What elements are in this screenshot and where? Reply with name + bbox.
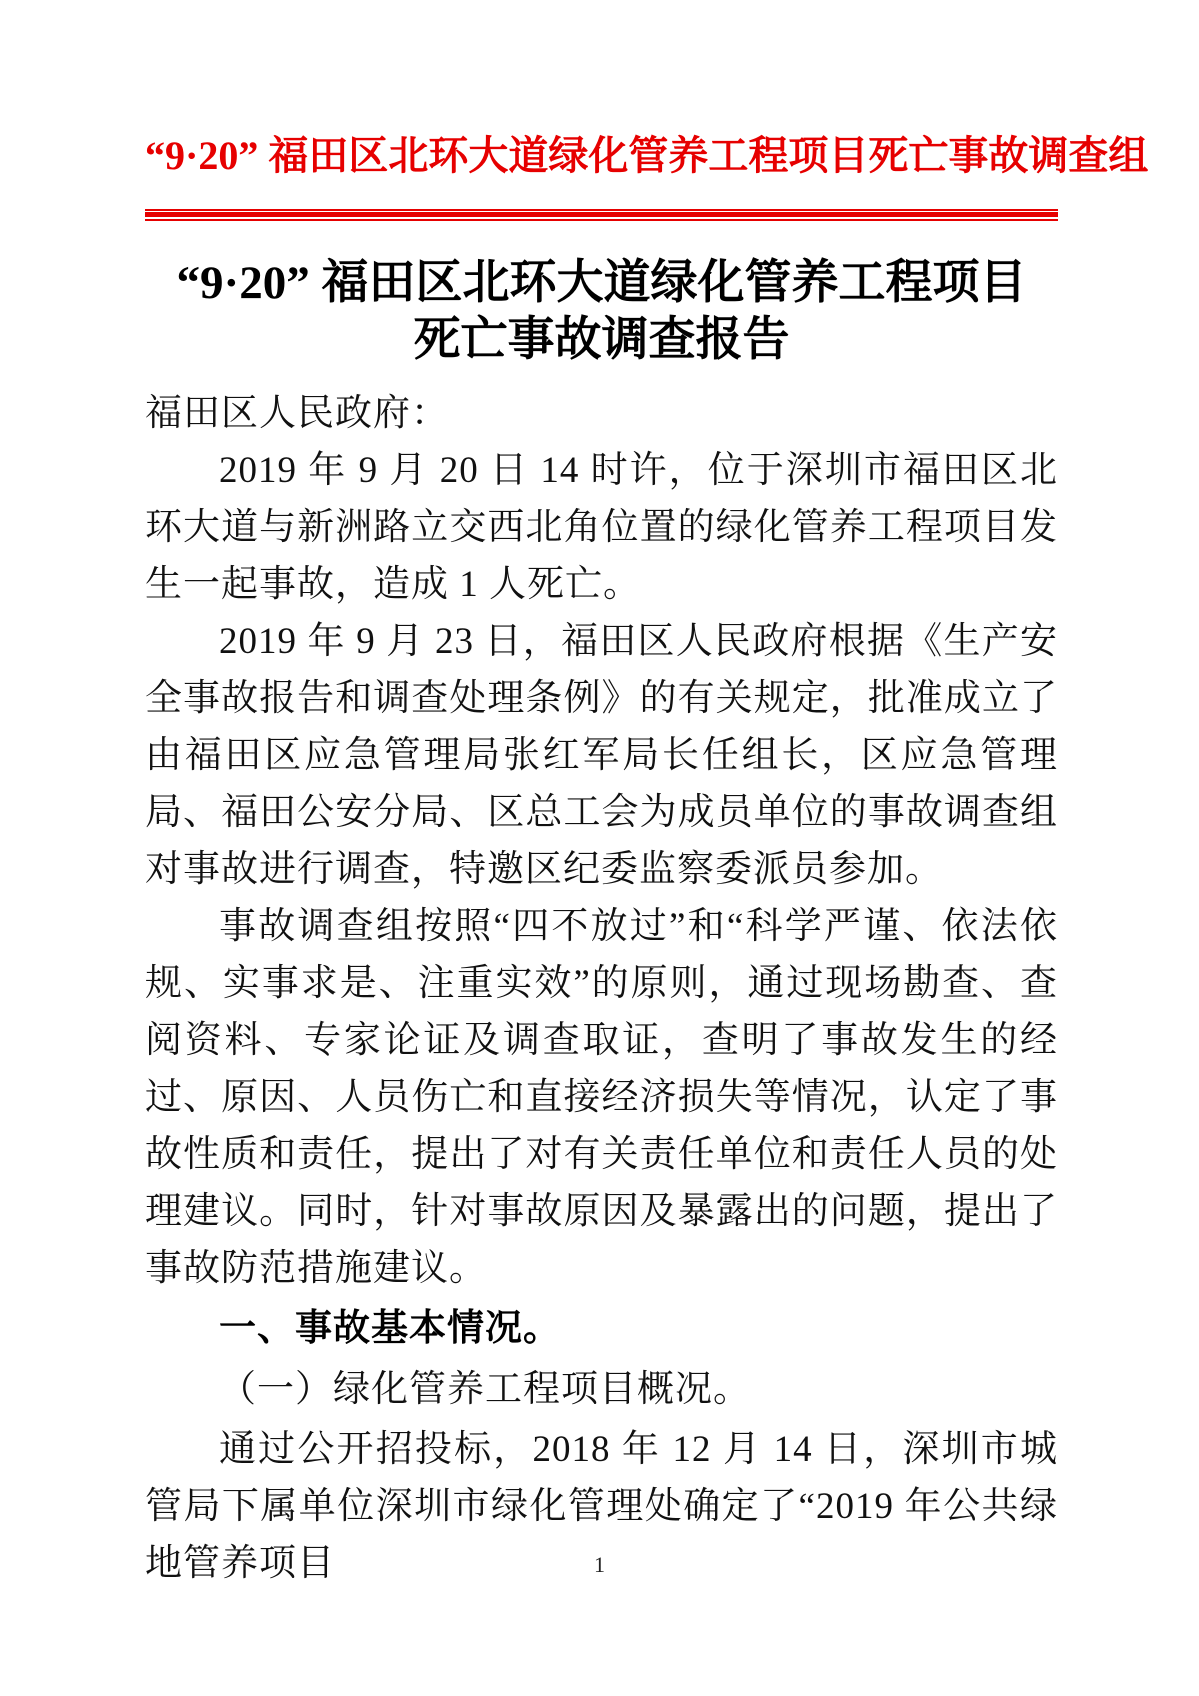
paragraph-investigation-team: 2019 年 9 月 23 日，福田区人民政府根据《生产安全事故报告和调查处理条例》的有关规定，批准成立了由福田区应急管理局张红军局长任组长，区应急管理局、福田公安分局、区总工会为成员单位的事故调查组对事故进行调查，特邀区纪委监察委派员参加。 [145,621,1058,890]
document-title-line2: 死亡事故调查报告 [413,314,790,366]
document-body [145,385,1058,1592]
page-footer [0,1552,1199,1578]
divider-thick-line [145,212,1058,217]
paragraph-investigation-principles: 事故调查组按照“四不放过”和“科学严谨、依法依规、实事求是、注重实效”的原则，通过现场勘查、查阅资料、专家论证及调查取证，查明了事故发生的经过、原因、人员伤亡和直接经济损失等情况，认定了事故性质和责任，提出了对有关责任单位和责任人员的处理建议。同时，针对事故原因及暴露出的问题，提出了事故防范措施建议。 [145,906,1058,1289]
subsection-heading-project-overview: （一）绿化管养工程项目概况。 [219,1369,751,1410]
paragraph-project-bidding: 通过公开招投标，2018 年 12 月 14 日，深圳市城管局下属单位深圳市绿化管理处确定了“2019 年公共绿地管养项目 [145,1429,1058,1584]
paragraph-incident-summary: 2019 年 9 月 20 日 14 时许，位于深圳市福田区北环大道与新洲路立交西北角位置的绿化管养工程项目发生一起事故，造成 1 人死亡。 [145,450,1058,605]
divider-thin-line-top [145,209,1058,211]
page-number: 1 [594,1552,605,1577]
section-heading-basic-situation: 一、事故基本情况。 [219,1307,561,1348]
document-title [145,255,1058,369]
header-banner-title: “9·20” 福田区北环大道绿化管养工程项目死亡事故调查组 [145,133,1149,178]
document-header [145,131,1149,221]
document-title-line1: “9·20” 福田区北环大道绿化管养工程项目 [176,257,1027,309]
header-divider [145,209,1058,221]
divider-thin-line-bottom [145,219,1058,221]
salutation: 福田区人民政府： [145,393,449,434]
